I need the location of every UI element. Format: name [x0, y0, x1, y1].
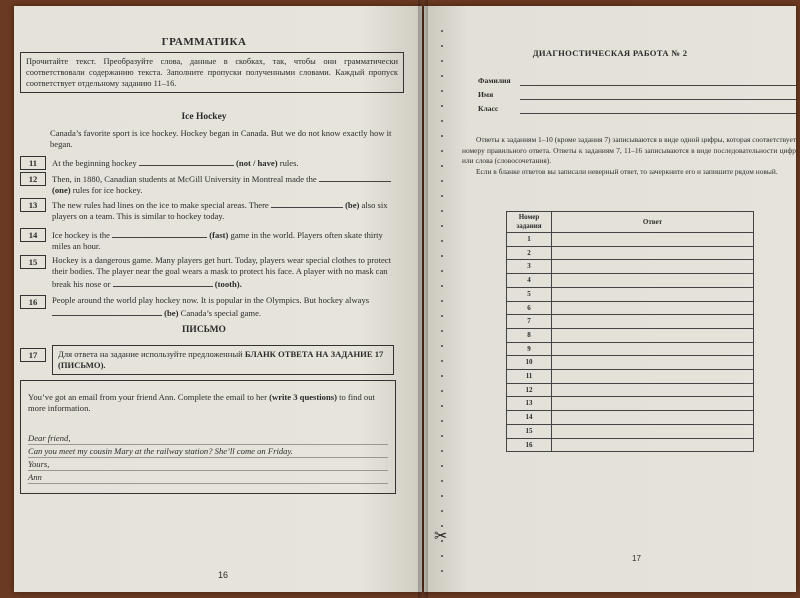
- task-text-after: Canada’s special game.: [180, 308, 262, 318]
- perforation-dot: [441, 165, 443, 167]
- task-hint: (be): [164, 308, 179, 318]
- answer-cell[interactable]: [552, 356, 754, 370]
- surname-field[interactable]: [520, 84, 796, 86]
- table-row: [507, 328, 754, 342]
- table-row: [507, 383, 754, 397]
- email-task-before: You’ve got an email from your friend Ann. Complete the email to her: [28, 392, 270, 402]
- section-title-grammar: ГРАММАТИКА: [161, 36, 247, 48]
- task-text: [52, 156, 392, 169]
- letter-line: Ann: [28, 471, 388, 484]
- class-field[interactable]: [520, 112, 796, 114]
- answer-blank[interactable]: [319, 172, 391, 182]
- perforation-dot: [441, 90, 443, 92]
- perforation-dot: [441, 375, 443, 377]
- table-row: [507, 274, 754, 288]
- row-number: 2: [507, 246, 552, 260]
- answer-blank[interactable]: [52, 306, 162, 316]
- instructions-paragraph-2: Если в бланке ответов вы записали неверный ответ, то зачеркните его и запишите рядом новый.: [476, 166, 778, 176]
- answer-blank[interactable]: [112, 228, 207, 238]
- email-task-bold: (write 3 questions): [269, 392, 337, 402]
- task-text: [52, 255, 392, 290]
- table-row: [507, 370, 754, 384]
- email-task-after: to find out more information.: [28, 392, 375, 413]
- row-number: 15: [507, 424, 552, 438]
- letter-line: Yours,: [28, 458, 388, 471]
- perforation-dot: [441, 420, 443, 422]
- perforation-dot: [441, 330, 443, 332]
- perforation-dot: [441, 75, 443, 77]
- task-17-text: Для ответа на задание используйте предложенный: [58, 349, 245, 359]
- answer-cell[interactable]: [552, 315, 754, 329]
- instructions-box: Прочитайте текст. Преобразуйте слова, данные в скобках, так, чтобы они грамматически соответствовали содержанию текста. Заполните пропуски полученными словами. Каждый пропуск соответствует отдельному заданию 11–16.: [20, 52, 404, 93]
- perforation-dot: [441, 360, 443, 362]
- name-label: Имя: [478, 90, 494, 99]
- perforation-dot: [441, 225, 443, 227]
- page-number-right: 17: [632, 554, 641, 563]
- task-text: [52, 295, 392, 319]
- task-text-before: The new rules had lines on the ice to make special areas. There: [52, 200, 269, 210]
- header-answer: Ответ: [552, 212, 754, 233]
- task-text-after: also six players on a team. This is similar to hockey today.: [52, 200, 388, 221]
- table-row: [507, 233, 754, 247]
- table-row: [507, 301, 754, 315]
- scissors-icon: ✂: [434, 528, 448, 545]
- table-row: [507, 438, 754, 452]
- task-number: 15: [20, 255, 46, 269]
- task-number: 16: [20, 295, 46, 309]
- answer-cell[interactable]: [552, 260, 754, 274]
- surname-label: Фамилия: [478, 76, 511, 85]
- task-text-before: Ice hockey is the: [52, 230, 110, 240]
- perforation-dot: [441, 390, 443, 392]
- row-number: 11: [507, 370, 552, 384]
- task-text-after: game in the world. Players often skate thirty miles an hour.: [52, 230, 383, 251]
- task-text-before: Then, in 1880, Canadian students at McGill University in Montreal made the: [52, 174, 317, 184]
- task-hint: (fast): [209, 230, 229, 240]
- answer-cell[interactable]: [552, 274, 754, 288]
- book-spine: [418, 0, 428, 598]
- task-text: [52, 228, 392, 252]
- table-row: [507, 260, 754, 274]
- intro-paragraph: Canada’s favorite sport is ice hockey. Hockey began in Canada. But we do not know exactly how it began.: [50, 128, 392, 149]
- perforation-dot: [441, 450, 443, 452]
- row-number: 12: [507, 383, 552, 397]
- instructions-paragraph-1: Ответы к заданиям 1–10 (кроме задания 7) записываются в виде одной цифры, которая соответствует номеру правильного ответа. Ответы к заданиям 7, 11–16 записываются в виде последовательности цифр или слова (словосочетания).: [462, 135, 796, 165]
- answer-cell[interactable]: [552, 342, 754, 356]
- perforation-dot: [441, 345, 443, 347]
- row-number: 14: [507, 411, 552, 425]
- section-title-writing: ПИСЬМО: [182, 325, 226, 335]
- row-number: 1: [507, 233, 552, 247]
- task-number: 13: [20, 198, 46, 212]
- perforation-dot: [441, 45, 443, 47]
- perforation-dot: [441, 480, 443, 482]
- name-field[interactable]: [520, 98, 796, 100]
- perforation-dot: [441, 285, 443, 287]
- answer-cell[interactable]: [552, 246, 754, 260]
- perforation-dot: [441, 240, 443, 242]
- perforation-dot: [441, 405, 443, 407]
- perforation-dot: [441, 555, 443, 557]
- task-hint: (one): [52, 185, 71, 195]
- perforation-dot: [441, 465, 443, 467]
- header-task-number: Номер задания: [507, 212, 552, 233]
- perforation-dot: [441, 60, 443, 62]
- answer-cell[interactable]: [552, 438, 754, 452]
- table-row: [507, 246, 754, 260]
- task-text: [52, 198, 392, 222]
- table-row: [507, 411, 754, 425]
- task-number: 14: [20, 228, 46, 242]
- perforation-dot: [441, 315, 443, 317]
- perforation-dot: [441, 570, 443, 572]
- task-hint: (be): [345, 200, 360, 210]
- row-number: 9: [507, 342, 552, 356]
- row-number: 6: [507, 301, 552, 315]
- answer-blank[interactable]: [271, 198, 343, 208]
- row-number: 5: [507, 287, 552, 301]
- perforation-dot: [441, 210, 443, 212]
- perforation-dot: [441, 150, 443, 152]
- answer-blank[interactable]: [139, 156, 234, 166]
- perforation-dot: [441, 510, 443, 512]
- perforation-dot: [441, 270, 443, 272]
- table-row: [507, 397, 754, 411]
- letter-line: Dear friend,: [28, 432, 388, 445]
- table-row: [507, 287, 754, 301]
- answer-cell[interactable]: [552, 233, 754, 247]
- perforation-dot: [441, 495, 443, 497]
- table-row: [507, 342, 754, 356]
- perforation-dot: [441, 135, 443, 137]
- page-number-left: 16: [218, 570, 229, 580]
- perforation-dot: [441, 180, 443, 182]
- row-number: 10: [507, 356, 552, 370]
- answer-cell[interactable]: [552, 328, 754, 342]
- text-title: Ice Hockey: [181, 112, 227, 122]
- letter: [28, 432, 388, 484]
- perforation-dot: [441, 120, 443, 122]
- perforation-dot: [441, 435, 443, 437]
- letter-line: Can you meet my cousin Mary at the railway station? She’ll come on Friday.: [28, 445, 388, 458]
- row-number: 4: [507, 274, 552, 288]
- diagnostic-instructions: [462, 135, 796, 177]
- answer-cell[interactable]: [552, 424, 754, 438]
- answer-cell[interactable]: [552, 301, 754, 315]
- answer-cell[interactable]: [552, 287, 754, 301]
- task-number: 12: [20, 172, 46, 186]
- task-text-after: rules.: [279, 158, 299, 168]
- row-number: 16: [507, 438, 552, 452]
- row-number: 3: [507, 260, 552, 274]
- perforation-dot: [441, 30, 443, 32]
- answer-cell[interactable]: [552, 411, 754, 425]
- perforation-dot: [441, 255, 443, 257]
- class-label: Класс: [478, 104, 499, 113]
- task-17-instructions: [52, 345, 394, 375]
- perforation-dot: [441, 195, 443, 197]
- row-number: 7: [507, 315, 552, 329]
- task-number-17: 17: [20, 348, 46, 362]
- table-row: [507, 315, 754, 329]
- table-row: [507, 424, 754, 438]
- perforation-dot: [441, 105, 443, 107]
- row-number: 8: [507, 328, 552, 342]
- answer-cell[interactable]: [552, 383, 754, 397]
- row-number: 13: [507, 397, 552, 411]
- answer-cell[interactable]: [552, 397, 754, 411]
- answer-cell[interactable]: [552, 370, 754, 384]
- task-number: 11: [20, 156, 46, 170]
- diagnostic-title: ДИАГНОСТИЧЕСКАЯ РАБОТА № 2: [532, 48, 688, 58]
- task-hint: (tooth).: [214, 279, 242, 289]
- email-task: [28, 392, 388, 414]
- task-text-before: People around the world play hockey now. It is popular in the Olympics. But hockey always: [52, 295, 370, 305]
- table-row: [507, 356, 754, 370]
- task-text-before: At the beginning hockey: [52, 158, 137, 168]
- answer-blank[interactable]: [113, 277, 213, 287]
- task-text: [52, 172, 392, 196]
- task-text-after: rules for ice hockey.: [72, 185, 143, 195]
- answer-table: [506, 211, 754, 452]
- perforation-dot: [441, 300, 443, 302]
- task-17-text-bold: БЛАНК ОТВЕТА НА ЗАДАНИЕ 17 (ПИСЬМО).: [58, 349, 384, 370]
- task-hint: (not / have): [236, 158, 278, 168]
- task-text-before: Hockey is a dangerous game. Many players get hurt. Today, players wear special clothes to protect their bodies. The player near the goal wears a mask to protect his face. A player with no mask can break his nose or: [52, 255, 391, 289]
